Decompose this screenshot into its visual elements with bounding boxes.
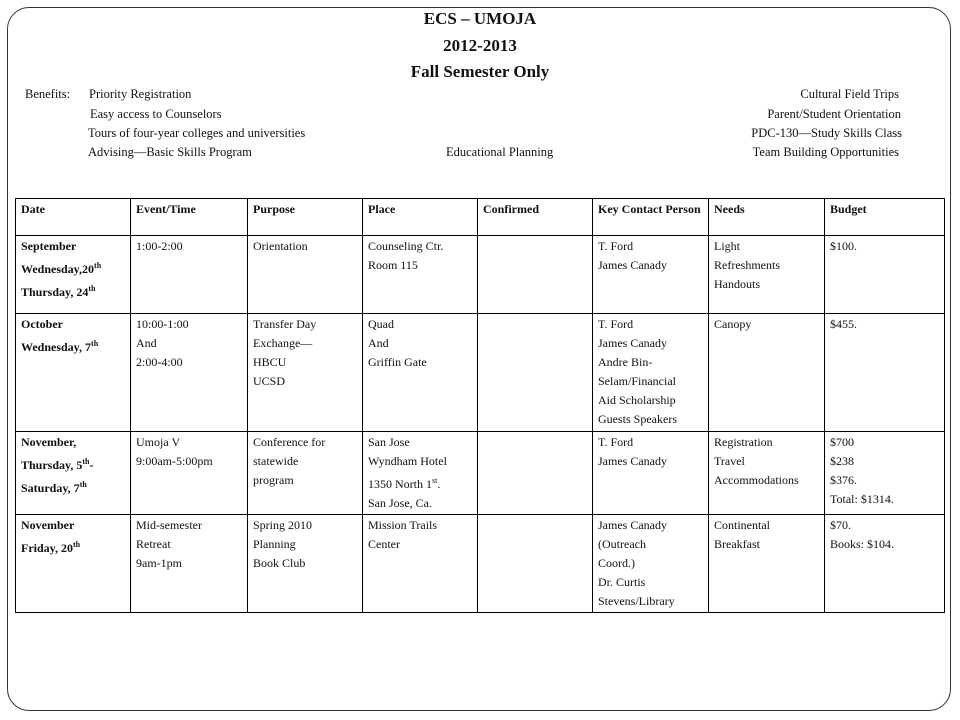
table-cell-budget [825,236,945,314]
table-row [16,515,945,613]
table-cell-purpose [248,515,363,613]
semester-heading: Fall Semester Only [410,62,550,81]
cell-line: Friday, 20th [21,540,81,555]
cell-line: Transfer Day [253,317,317,331]
column-header: Event/Time [131,199,248,236]
table-cell-contact [593,515,709,613]
cell-line: October [21,317,63,331]
table-cell-contact [593,432,709,515]
cell-line: Handouts [714,277,760,291]
cell-line: Wyndham Hotel [368,454,447,468]
cell-line: Book Club [253,556,306,570]
table-cell-place [363,236,478,314]
page-title: ECS – UMOJA [423,9,537,28]
cell-line: program [253,473,294,487]
table-cell-contact [593,236,709,314]
cell-line: Conference for [253,435,326,449]
cell-line: Continental [714,518,770,532]
table-cell-budget [825,515,945,613]
table-cell-needs [709,236,825,314]
cell-line: Saturday, 7th [21,480,87,495]
cell-line: Total: $1314. [830,492,894,506]
cell-line: 1350 North 1st. [368,476,441,491]
cell-line: Books: $104. [830,537,895,551]
cell-line: $376. [830,473,857,487]
cell-line: $455. [830,317,857,331]
cell-line: 9:00am-5:00pm [136,454,213,468]
cell-line: Selam/Financial [598,374,676,388]
events-table [15,198,945,613]
table-cell-needs [709,432,825,515]
cell-line: Dr. Curtis [598,575,646,589]
table-cell-place [363,314,478,432]
cell-line: Light [714,239,740,253]
table-cell-confirmed [478,314,593,432]
cell-line: UCSD [253,374,286,388]
cell-line: Quad [368,317,394,331]
cell-line: $700 [830,435,854,449]
column-header: Place [363,199,478,236]
table-cell-budget [825,314,945,432]
cell-line: James Canady [598,336,667,350]
cell-line: November, [21,435,77,449]
column-header: Key Contact Person [593,199,709,236]
cell-line: Accommodations [714,473,799,487]
cell-line: $70. [830,518,851,532]
cell-line: James Canady [598,258,667,272]
cell-line: Mission Trails [368,518,438,532]
table-header-row [16,199,945,236]
cell-line: Orientation [253,239,308,253]
cell-line: Umoja V [136,435,181,449]
cell-line: statewide [253,454,299,468]
table-cell-date [16,236,131,314]
cell-line: San Jose [368,435,410,449]
cell-line: James Canady [598,454,667,468]
cell-line: Retreat [136,537,171,551]
benefit-orientation: Parent/Student Orientation [767,107,901,121]
cell-line: T. Ford [598,435,634,449]
year-heading: 2012-2013 [443,36,517,55]
column-header: Budget [825,199,945,236]
cell-line: Stevens/Library [598,594,675,608]
cell-line: Breakfast [714,537,760,551]
column-header: Purpose [248,199,363,236]
benefit-educational-planning: Educational Planning [446,145,554,159]
table-cell-place [363,432,478,515]
benefit-counselors: Easy access to Counselors [90,107,222,121]
benefit-tours: Tours of four-year colleges and universities [88,126,306,140]
column-header: Confirmed [478,199,593,236]
cell-line: Planning [253,537,296,551]
table-cell-event [131,314,248,432]
table-row [16,236,945,314]
cell-line: Travel [714,454,745,468]
table-cell-contact [593,314,709,432]
table-cell-date [16,432,131,515]
cell-line: T. Ford [598,239,634,253]
column-header: Date [16,199,131,236]
cell-line: November [21,518,75,532]
cell-line: T. Ford [598,317,634,331]
benefit-team-building: Team Building Opportunities [752,145,899,159]
table-cell-event [131,515,248,613]
cell-line: Thursday, 5th- [21,457,94,472]
cell-line: 9am-1pm [136,556,182,570]
cell-line: September [21,239,77,253]
cell-line: (Outreach [598,537,646,551]
column-header: Needs [709,199,825,236]
table-cell-purpose [248,314,363,432]
cell-line: And [136,336,157,350]
benefit-advising: Advising—Basic Skills Program [88,145,252,159]
table-cell-confirmed [478,432,593,515]
cell-line: San Jose, Ca. [368,496,432,510]
table-body [16,236,945,613]
table-row [16,314,945,432]
cell-line: Andre Bin- [598,355,653,369]
cell-line: Thursday, 24th [21,284,96,299]
cell-line: HBCU [253,355,287,369]
cell-line: Wednesday, 7th [21,339,99,354]
cell-line: And [368,336,389,350]
cell-line: 2:00-4:00 [136,355,183,369]
table-cell-purpose [248,236,363,314]
table-row [16,432,945,515]
cell-line: Aid Scholarship [598,393,676,407]
cell-line: 10:00-1:00 [136,317,189,331]
cell-line: Counseling Ctr. [368,239,444,253]
cell-line: Spring 2010 [253,518,313,532]
cell-line: James Canady [598,518,667,532]
cell-line: Wednesday,20th [21,261,102,276]
table-cell-needs [709,314,825,432]
table-cell-budget [825,432,945,515]
table-cell-date [16,515,131,613]
table-cell-purpose [248,432,363,515]
cell-line: Coord.) [598,556,635,570]
benefits-label: Benefits: [25,87,71,101]
cell-line: $100. [830,239,857,253]
cell-line: Canopy [714,317,752,331]
cell-line: Mid-semester [136,518,202,532]
cell-line: Griffin Gate [368,355,427,369]
table-cell-confirmed [478,515,593,613]
benefit-pdc: PDC-130—Study Skills Class [751,126,902,140]
benefit-priority-registration: Priority Registration [89,87,192,101]
table-cell-event [131,432,248,515]
cell-line: Guests Speakers [598,412,677,426]
table-cell-needs [709,515,825,613]
cell-line: Registration [714,435,773,449]
table-cell-date [16,314,131,432]
cell-line: Exchange— [253,336,313,350]
benefit-field-trips: Cultural Field Trips [800,87,899,101]
cell-line: Refreshments [714,258,780,272]
cell-line: Center [368,537,400,551]
table-cell-event [131,236,248,314]
cell-line: 1:00-2:00 [136,239,183,253]
table-cell-confirmed [478,236,593,314]
cell-line: Room 115 [368,258,418,272]
table-cell-place [363,515,478,613]
cell-line: $238 [830,454,854,468]
